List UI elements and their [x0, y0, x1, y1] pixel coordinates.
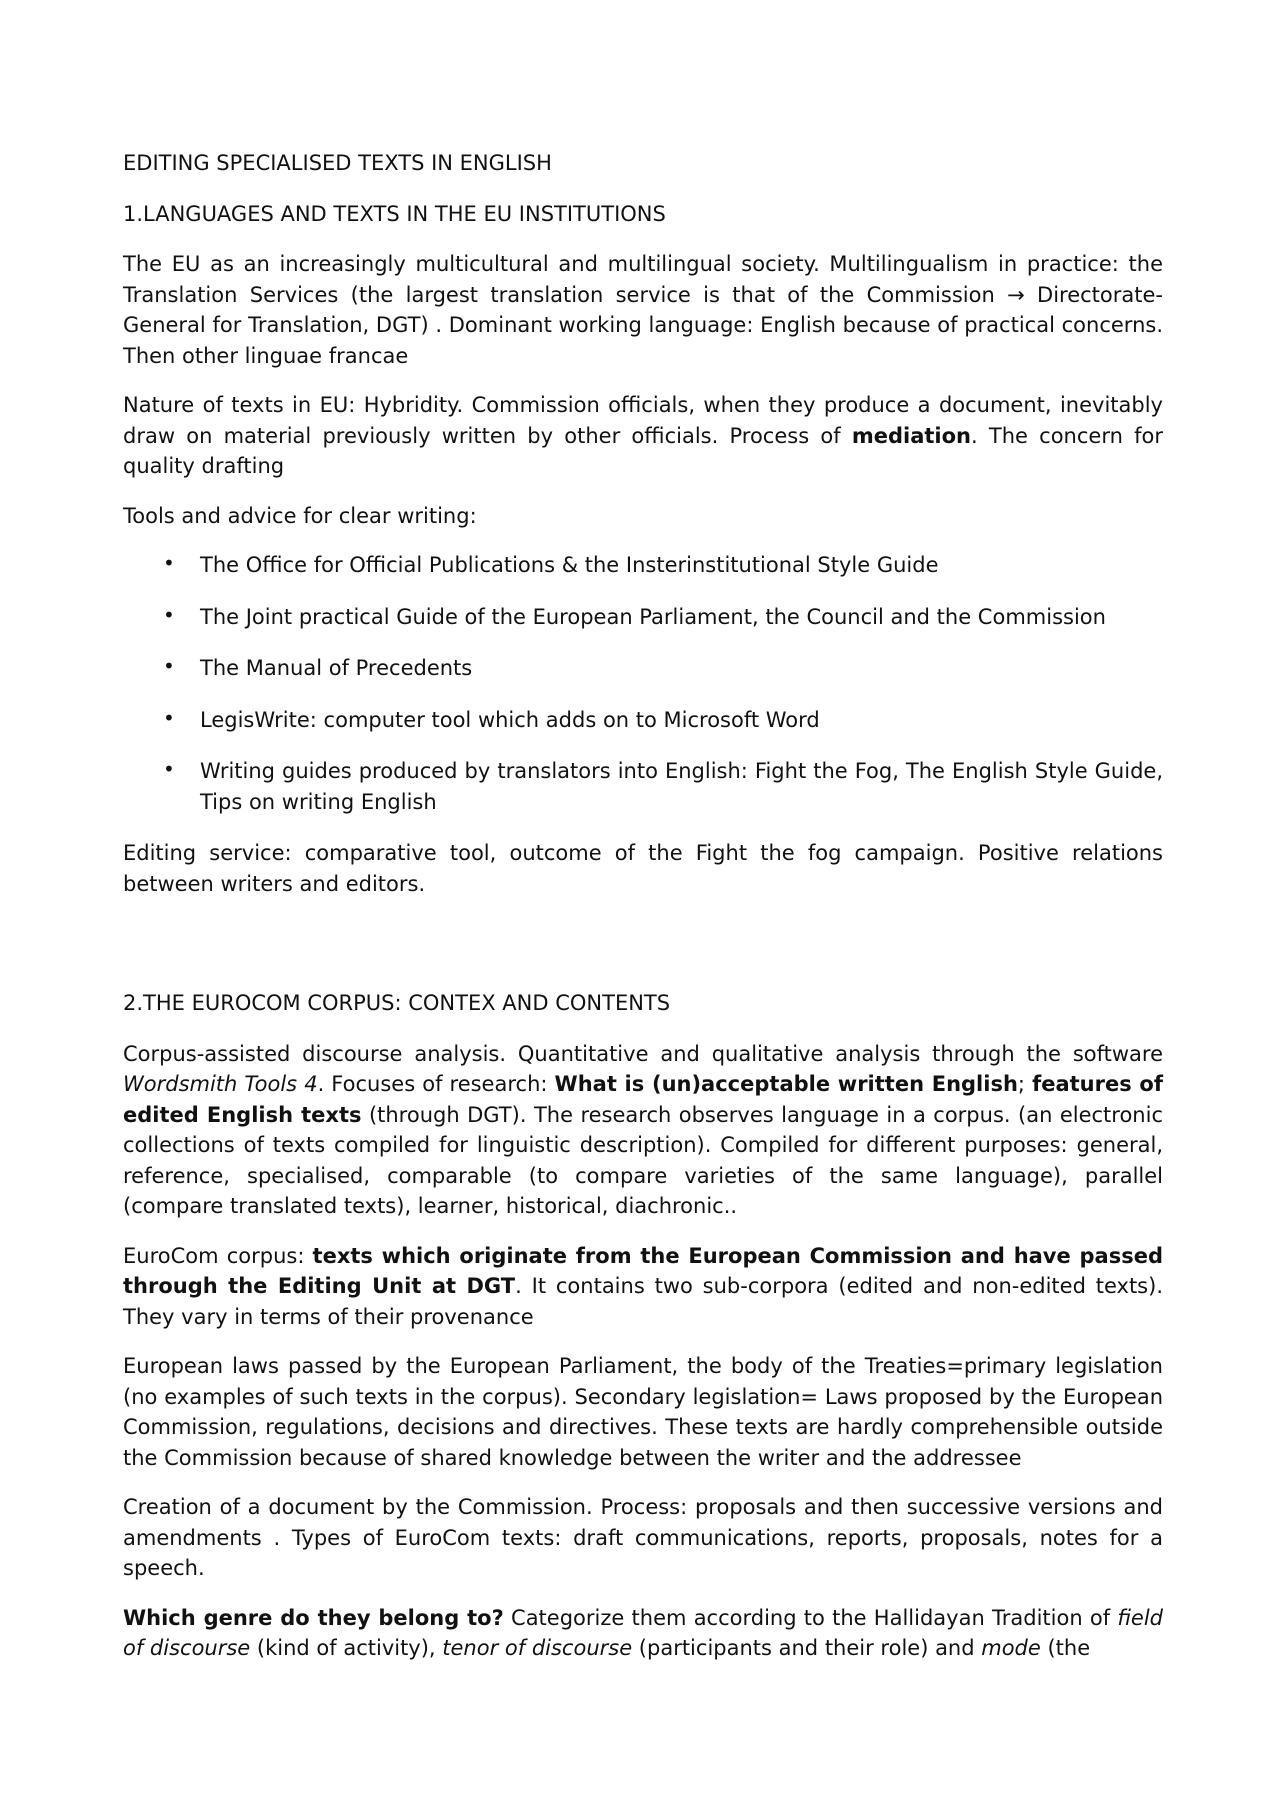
list-item: [123, 550, 1163, 581]
italic-term-tenor: tenor of discourse: [442, 1636, 633, 1660]
section-1-paragraph-2: [123, 390, 1163, 482]
bold-question: Which genre do they belong to?: [123, 1605, 504, 1630]
italic-term-field: field of discourse: [123, 1605, 1164, 1660]
paragraph-text: Categorize them according to the Hallidayan Tradition of: [503, 1605, 1118, 1630]
bold-corpus-definition: texts which originate from the European Commission and have passed through the Editing Unit at DGT: [123, 1243, 1163, 1298]
document-body: [123, 148, 1163, 1683]
bold-research-focus-2: features of edited English texts: [123, 1072, 1163, 1127]
list-item: [123, 705, 1163, 736]
list-item-text: LegisWrite: computer tool which adds on to Microsoft Word: [200, 707, 820, 732]
bold-term-mediation: mediation: [851, 423, 971, 448]
bullet-icon: •: [163, 757, 175, 781]
paragraph-text: Corpus-assisted discourse analysis. Quantitative and qualitative analysis through the software: [123, 1041, 1163, 1066]
italic-term-mode: mode: [981, 1636, 1041, 1660]
section-1-heading: 1.LANGUAGES AND TEXTS IN THE EU INSTITUTIONS: [123, 201, 666, 226]
list-item-text: Writing guides produced by translators into English: Fight the Fog, The English Style Guide, Tips on writing English: [200, 759, 1163, 814]
bold-research-focus-1: What is (un)acceptable written English: [554, 1072, 1018, 1096]
paragraph-text: . Focuses of research:: [317, 1072, 555, 1096]
section-2-paragraph-5: [123, 1603, 1163, 1664]
section-2-paragraph-2: [123, 1241, 1163, 1333]
section-2-heading: 2.THE EUROCOM CORPUS: CONTEX AND CONTENTS: [123, 991, 671, 1015]
list-item-text: The Office for Official Publications & the Insterinstitutional Style Guide: [200, 553, 939, 577]
list-item-text: The Manual of Precedents: [200, 656, 473, 680]
bullet-icon: •: [163, 654, 175, 678]
paragraph-text: . The concern for quality drafting: [123, 423, 1163, 478]
italic-software-name: Wordsmith Tools 4: [123, 1072, 318, 1096]
tools-intro: Tools and advice for clear writing:: [123, 503, 477, 528]
list-item: [123, 602, 1163, 633]
document-title: EDITING SPECIALISED TEXTS IN ENGLISH: [123, 151, 552, 175]
tools-list: [123, 550, 1163, 817]
list-item: [123, 756, 1163, 817]
list-item: [123, 653, 1163, 684]
section-1-paragraph-3: Editing service: comparative tool, outcome of the Fight the fog campaign. Positive relations between writers and editors.: [123, 841, 1163, 896]
paragraph-text: EuroCom corpus:: [123, 1243, 313, 1268]
bullet-icon: •: [163, 602, 175, 627]
paragraph-text: ;: [1017, 1072, 1033, 1096]
section-2-paragraph-4: Creation of a document by the Commission. Process: proposals and then successive versions and amendments . Types of EuroCom texts: draft communications, reports, proposals, notes for a speech.: [123, 1495, 1163, 1580]
section-2-paragraph-1: [123, 1039, 1163, 1222]
paragraph-text: Nature of texts in EU: Hybridity. Commission officials, when they produce a document, inevitably draw on material previously written by other officials. Process of: [123, 393, 1163, 448]
section-1-paragraph-1: The EU as an increasingly multicultural and multilingual society. Multilingualism in practice: the Translation Services (the largest translation service is that of the Commission → Directorate-General for Translation, DGT) . Dominant working language: English because of practical concerns. Then other linguae francae: [123, 252, 1163, 368]
paragraph-text: (the: [1040, 1636, 1091, 1660]
paragraph-text: (participants and their role) and: [632, 1636, 982, 1660]
section-spacer: [123, 918, 1163, 988]
paragraph-text: (kind of activity),: [250, 1636, 443, 1660]
section-2-paragraph-3: European laws passed by the European Parliament, the body of the Treaties=primary legislation (no examples of such texts in the corpus). Secondary legislation= Laws proposed by the European Commission, regulations, decisions and directives. These texts are hardly comprehensible outside the Commission because of shared knowledge between the writer and the addressee: [123, 1354, 1163, 1470]
list-item-text: The Joint practical Guide of the European Parliament, the Council and the Commission: [200, 604, 1106, 629]
bullet-icon: •: [163, 705, 175, 730]
bullet-icon: •: [163, 551, 175, 575]
paragraph-text: . It contains two sub-corpora (edited and non-edited texts). They vary in terms of their provenance: [123, 1274, 1163, 1329]
paragraph-text: (through DGT). The research observes language in a corpus. (an electronic collections of texts compiled for linguistic description). Compiled for different purposes: general, reference, specialised, comparable (to compare varieties of the same language), parallel (compare translated texts), learner, historical, diachronic..: [123, 1102, 1163, 1218]
